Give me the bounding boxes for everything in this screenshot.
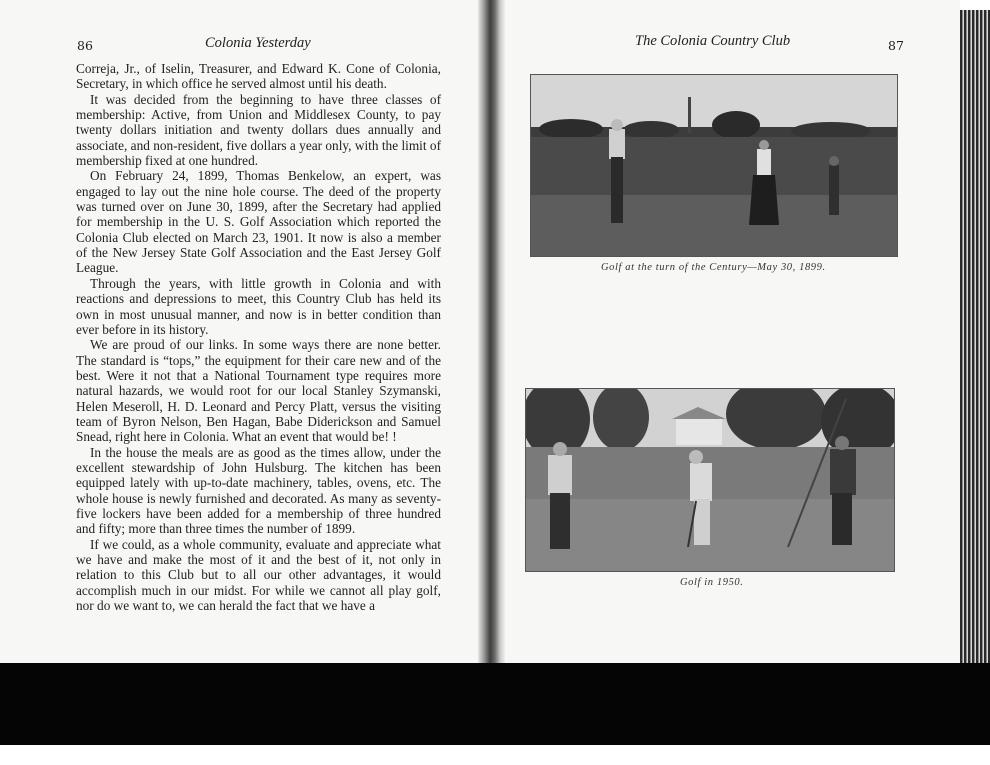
photo-golf-1899: [530, 74, 898, 257]
running-title-right: The Colonia Country Club: [635, 33, 791, 49]
page-number-right: 87: [888, 38, 904, 53]
left-page: [0, 0, 478, 663]
body-text: [76, 61, 441, 613]
right-page: [505, 0, 960, 663]
photo-caption-1899: Golf at the turn of the Century—May 30, 1899.: [601, 262, 826, 273]
scan-shadow: [0, 663, 990, 745]
paragraph-6: In the house the meals are as good as the times allow, under the excellent stewardship of John Hulsburg. The kitchen has been equipped lately with up-to-date machinery, tables, ovens, etc. The whole house is newly furnished and decorated. As many as seventy-five lockers have been added for a membership of three hundred and fifty; more than three times the number of 1899.: [76, 444, 441, 537]
page-number-left: 86: [77, 38, 93, 53]
photo-golf-1899-image: [531, 75, 897, 256]
photo-golf-1950-image: [526, 389, 894, 571]
photo-caption-1950: Golf in 1950.: [680, 577, 744, 588]
paragraph-4: Through the years, with little growth in Colonia and with reactions and depressions to meet, this Country Club has held its own in most unusual manner, and now is in better condition than ever before in its history.: [76, 275, 441, 337]
paragraph-2: It was decided from the beginning to have three classes of membership: Active, from Union and Middlesex County, to pay twenty dollars initiation and twenty dollars dues annually and associate, and non-resident, five dollars a year only, with the limit of membership fixed at one hundred.: [76, 91, 441, 169]
book-gutter: [478, 0, 505, 663]
paragraph-3: On February 24, 1899, Thomas Benkelow, an expert, was engaged to lay out the nine hole course. The deed of the property was turned over on June 30, 1899, after the Secretary had applied for membership in the U. S. Golf Association which reported the Colonia Club elected on March 23, 1901. It now is also a member of the New Jersey State Golf Association and the East Jersey Golf League.: [76, 168, 441, 276]
running-title-left: Colonia Yesterday: [205, 35, 311, 51]
paragraph-5: We are proud of our links. In some ways there are none better. The standard is “tops,” the equipment for their care new and of the best. Were it not that a National Tournament type requires more natural hazards, we would root for our local Stanley Szymanski, Helen Meseroll, H. D. Leonard and Percy Platt, versus the visiting team of Byron Nelson, Ben Hagan, Babe Diderickson and Samuel Snead, right here in Colonia. What an event that would be! !: [76, 337, 441, 445]
paragraph-7: If we could, as a whole community, evaluate and appreciate what we have and make the most of it and the best of it, not only in relation to this Club but to all our other advantages, it would accomplish much in our midst. For while we cannot all play golf, nor do we want to, we can herald the fact that we have a: [76, 536, 441, 614]
book-page-edges: [960, 10, 990, 663]
paragraph-1: Correja, Jr., of Iselin, Treasurer, and Edward K. Cone of Colonia, Secretary, in which office he served almost until his death.: [76, 61, 441, 92]
photo-golf-1950: [525, 388, 895, 572]
